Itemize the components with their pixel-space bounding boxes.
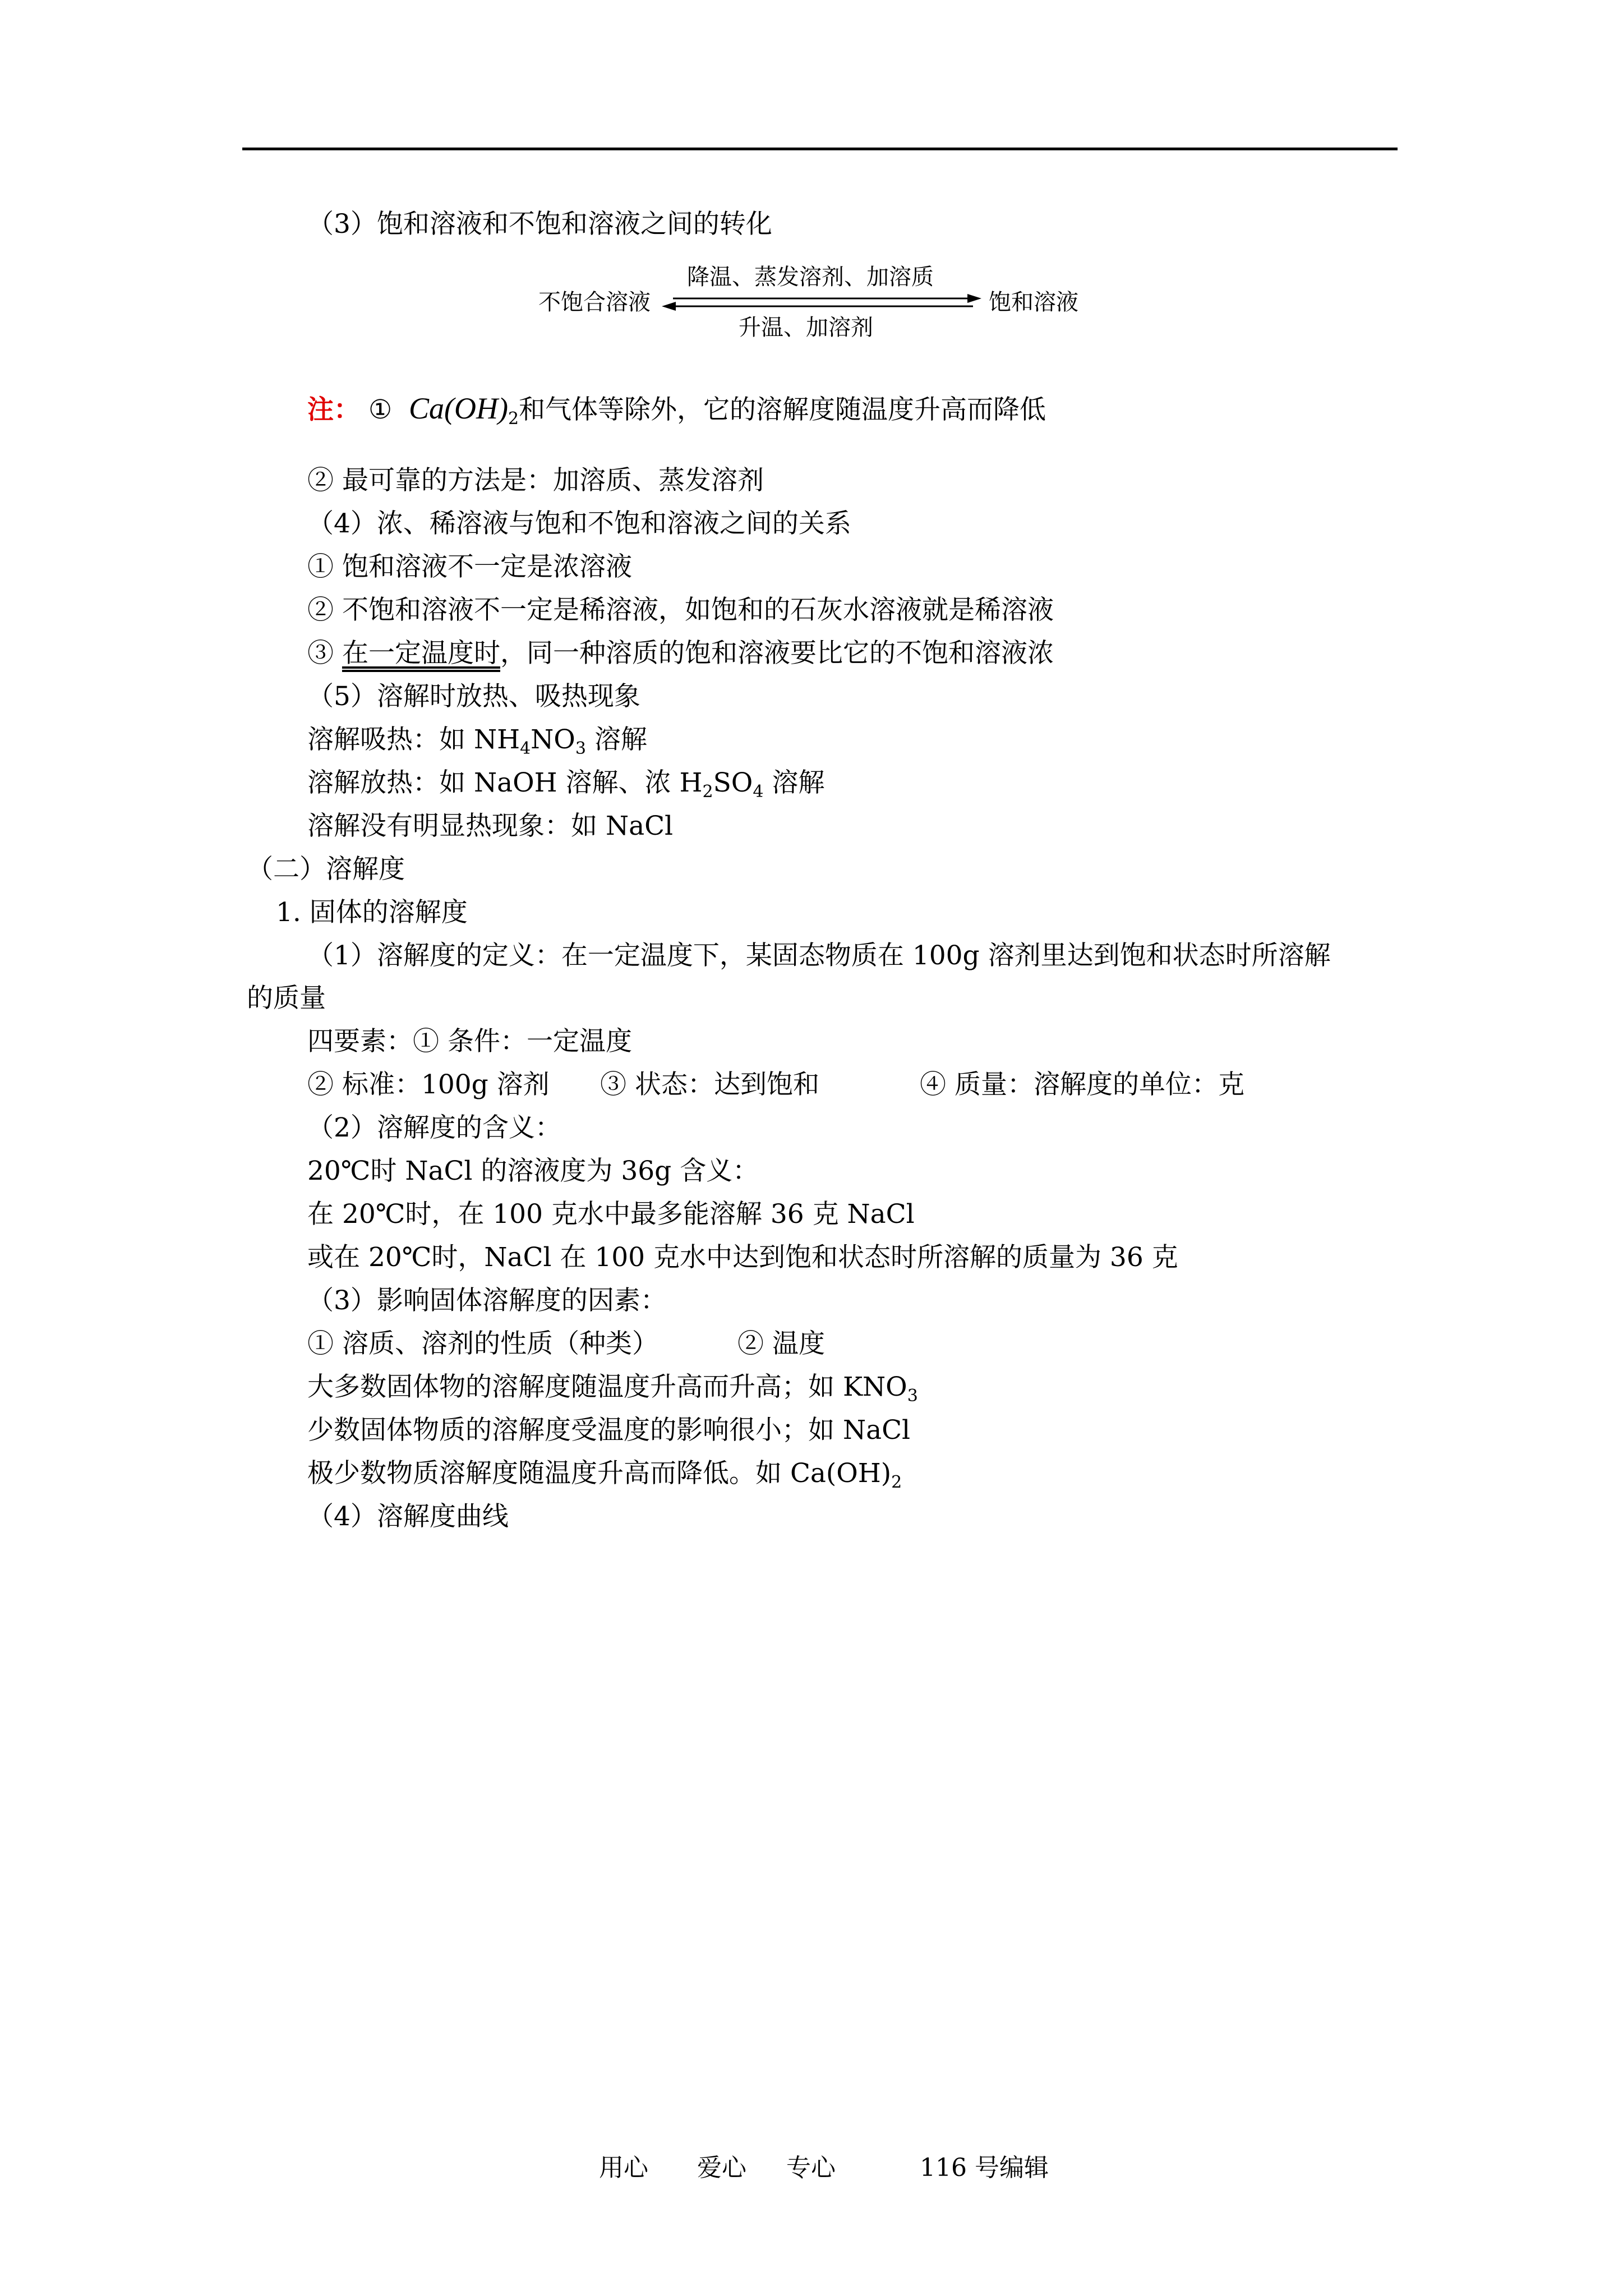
factors-2-sub: 3 (907, 1386, 918, 1406)
section-5-title: （5）溶解时放热、吸热现象 (307, 681, 640, 712)
heat-release-line (307, 766, 824, 800)
caoh2-subscript: 2 (508, 409, 519, 429)
heat-absorb-line (307, 723, 647, 757)
factors-2 (307, 1370, 918, 1404)
factors-4 (307, 1457, 902, 1490)
factors-1b: ② 温度 (737, 1328, 825, 1359)
footer-word-2: 爱心 (697, 2154, 746, 2182)
release-text-b: SO (713, 767, 753, 798)
absorb-text-b: NO (531, 724, 575, 755)
note-1-number: ① (368, 394, 393, 425)
meaning-3: 或在 20℃时，NaCl 在 100 克水中达到饱和状态时所溶解的质量为 36 克 (307, 1242, 1178, 1273)
conversion-diagram (536, 259, 1102, 343)
diagram-right-label: 饱和溶液 (989, 289, 1078, 315)
item-3-underlined: 在一定温度时 (342, 638, 500, 669)
four-elements-2a: ② 标准：100g 溶剂 (307, 1069, 550, 1100)
release-text-c: 溶解 (763, 767, 825, 798)
curve-title: （4）溶解度曲线 (307, 1501, 509, 1532)
note-1-text: 和气体等除外，它的溶解度随温度升高而降低 (519, 394, 1046, 425)
factors-2-text: 大多数固体物的溶解度随温度升高而升高；如 KNO (307, 1372, 907, 1402)
meaning-1: 20℃时 NaCl 的溶液度为 36g 含义： (307, 1156, 759, 1186)
caoh2-formula: Ca(OH) (408, 392, 508, 425)
absorb-sub-2: 3 (575, 739, 586, 758)
footer-word-3: 专心 (786, 2154, 836, 2182)
absorb-sub-1: 4 (520, 739, 531, 758)
no-heat-line: 溶解没有明显热现象：如 NaCl (307, 811, 674, 841)
diagram-left-label: 不饱合溶液 (538, 289, 651, 315)
section-4-item-1: ① 饱和溶液不一定是浓溶液 (307, 551, 632, 582)
meaning-title: （2）溶解度的含义： (307, 1112, 561, 1143)
section-4-item-2: ② 不饱和溶液不一定是稀溶液，如饱和的石灰水溶液就是稀溶液 (307, 595, 1054, 625)
factors-4-text: 极少数物质溶解度随温度升高而降低。如 Ca(OH) (307, 1458, 892, 1489)
note-2: ② 最可靠的方法是：加溶质、蒸发溶剂 (307, 465, 764, 496)
absorb-text-a: 溶解吸热：如 NH (307, 724, 520, 755)
section-3-title: （3）饱和溶液和不饱和溶液之间的转化 (307, 209, 772, 240)
forward-arrow (673, 294, 981, 303)
item-3-rest: ，同一种溶质的饱和溶液要比它的不饱和溶液浓 (500, 638, 1054, 669)
release-text-a: 溶解放热：如 NaOH 溶解、浓 H (307, 767, 703, 798)
header-rule (242, 148, 1398, 150)
absorb-text-c: 溶解 (585, 724, 647, 755)
definition-line-2: 的质量 (247, 983, 326, 1014)
subsection-1-title: 1. 固体的溶解度 (276, 897, 468, 928)
release-sub-1: 2 (702, 782, 713, 802)
factors-1a: ① 溶质、溶剂的性质（种类） (307, 1328, 658, 1359)
item-3-number: ③ (307, 638, 342, 669)
meaning-2: 在 20℃时，在 100 克水中最多能溶解 36 克 NaCl (307, 1199, 915, 1230)
note-1 (307, 392, 1046, 427)
four-elements-1: 四要素：① 条件：一定温度 (307, 1026, 632, 1057)
diagram-top-label: 降温、蒸发溶剂、加溶质 (687, 264, 934, 290)
factors-4-sub: 2 (891, 1473, 902, 1492)
factors-title: （3）影响固体溶解度的因素： (307, 1285, 667, 1316)
release-sub-2: 4 (753, 782, 764, 802)
diagram-bottom-label: 升温、加溶剂 (739, 315, 873, 341)
note-label: 注： (307, 394, 360, 425)
four-elements-2b: ③ 状态：达到饱和 (600, 1069, 819, 1100)
definition-line-1: （1）溶解度的定义：在一定温度下，某固态物质在 100g 溶剂里达到饱和状态时所溶解 (307, 940, 1331, 971)
factors-3: 少数固体物质的溶解度受温度的影响很小；如 NaCl (307, 1415, 911, 1446)
section-4-item-3 (307, 637, 1054, 670)
four-elements-2c: ④ 质量：溶解度的单位：克 (920, 1069, 1244, 1100)
backward-arrow (662, 302, 973, 311)
part-2-title: （二）溶解度 (247, 854, 405, 885)
footer-editor: 116 号编辑 (920, 2154, 1049, 2182)
footer-word-1: 用心 (599, 2154, 648, 2182)
section-4-title: （4）浓、稀溶液与饱和不饱和溶液之间的关系 (307, 508, 851, 539)
